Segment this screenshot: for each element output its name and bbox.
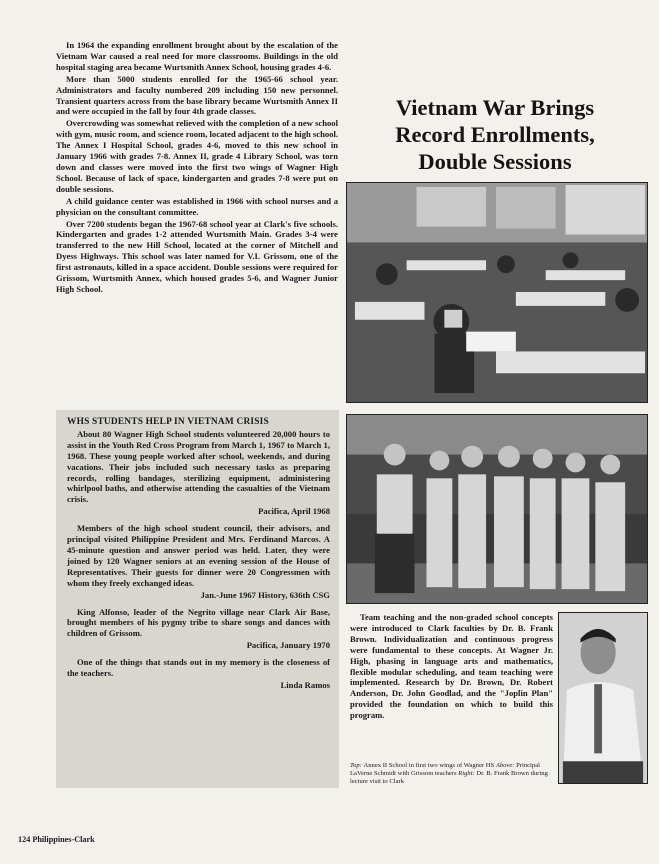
sidebar-paragraph-2: Members of the high school student council, their advisors, and principal visited Philippine President and Mrs. Ferdinand Marcos. A 45-minute question and answer period was held. Later, they were joined by 120 Wagner seniors at an evening session of the House of Representatives. Their guests for dinner were 20 Congressmen with whom they freely exchanged ideas. — [67, 523, 330, 588]
sidebar-source-1: Pacifica, April 1968 — [258, 506, 330, 517]
classroom-photo — [346, 182, 648, 403]
sidebar-source-3: Pacifica, January 1970 — [246, 640, 330, 651]
sidebar-source-4: Linda Ramos — [280, 679, 330, 690]
sidebar-paragraph-1: About 80 Wagner High School students volunteered 20,000 hours to assist in the Youth Red Cross Program from March 1, 1967 to March 1, 1968. These young people worked after school, weekends, and during vacations. Their jobs included such necessary tasks as preparing records, rolling bandages, sterilizing equipment, administering whirlpool baths, and otherwise attending the casualties of the Vietnam crisis. — [67, 428, 330, 505]
article-paragraph-4: A child guidance center was established in 1966 with school nurses and a physician on the consultant committee. — [56, 195, 338, 217]
sidebar-paragraph-3: King Alfonso, leader of the Negrito village near Clark Air Base, brought members of his pygmy tribe to share songs and dances with children of Grissom. — [67, 606, 330, 639]
article-headline — [350, 94, 640, 175]
article-paragraph-5: Over 7200 students began the 1967-68 school year at Clark's five schools. Kindergarten and grades 1-2 attended Wurtsmith Main. Grades 3-4 were transferred to the new Hill School, located at the corner of Mitchell and Dyess Highways. This school was later named for V.I. Grissom, one of the first astronauts, killed in a space accident. Double sessions were required for Grissom, Wurtsmith Annex, which housed grades 5-6, and Wagner Junior High School. — [56, 218, 338, 294]
caption-top-label: Top: — [350, 762, 364, 769]
whs-sidebar-box — [56, 410, 339, 788]
article-paragraph-2: More than 5000 students enrolled for the 1965-66 school year. Administrators and faculty numbered 209 including 150 new personnel. Transient quarters across from the base library became Wurtsmith Annex II and were occupied in the fall by four 4th grade classes. — [56, 73, 338, 117]
team-teaching-text — [350, 612, 553, 721]
caption-right-text: Dr. B. Frank Brown during lecture visit to Clark — [350, 770, 548, 786]
article-body — [56, 40, 338, 296]
photo-caption — [350, 762, 558, 786]
dr-brown-portrait — [558, 612, 648, 784]
caption-above-label: Above: — [495, 762, 517, 769]
page-folio: 124 Philippines-Clark — [18, 835, 95, 844]
sidebar-title: WHS STUDENTS HELP IN VIETNAM CRISIS — [67, 417, 269, 427]
team-teaching-paragraph: Team teaching and the non-graded school concepts were introduced to Clark faculties by Dr. B. Frank Brown. Individualization and continuous progress were fundamental to these concepts. At Wagner Jr. High, phasing in language arts and mathematics, flexible modular scheduling, and team teaching were implemented. Research by Dr. Brown, Dr. Robert Anderson, Dr. John Goodlad, and the "Joplin Plan" provided the foundation on which to build this program. — [350, 612, 553, 721]
caption-above-text: Principal LaVerne Schmidt with Grissom teachers — [350, 762, 540, 778]
article-paragraph-3: Overcrowding was somewhat relieved with the completion of a new school with gym, music room, and science room, located adjacent to the high school. The Annex I Hospital School, grades 4-6, moved to this new school in January 1966 with grades 7-8. Annex II, grade 4 Library School, was torn down and classes were moved into the first two wings of Wagner High School. Because of lack of space, kindergarten and grades 7-8 were put on double sessions. — [56, 118, 338, 194]
headline-line-2: Record Enrollments, — [395, 122, 595, 147]
caption-right-label: Right: — [458, 770, 477, 778]
sidebar-paragraph-4: One of the things that stands out in my memory is the closeness of the teachers. — [67, 657, 330, 679]
article-paragraph-1: In 1964 the expanding enrollment brought about by the escalation of the Vietnam War caused a real need for more classrooms. Buildings in the old hospital staging area became Wurtsmith Annex School, housing grades 4-6. — [56, 40, 338, 72]
headline-line-1: Vietnam War Brings — [395, 95, 595, 120]
grissom-teachers-photo — [346, 414, 648, 604]
sidebar-source-2: Jan.-June 1967 History, 636th CSG — [200, 589, 330, 600]
headline-line-3: Double Sessions — [418, 149, 572, 174]
caption-top-text: Annex II School in first two wings of Wagner HS — [363, 762, 496, 769]
